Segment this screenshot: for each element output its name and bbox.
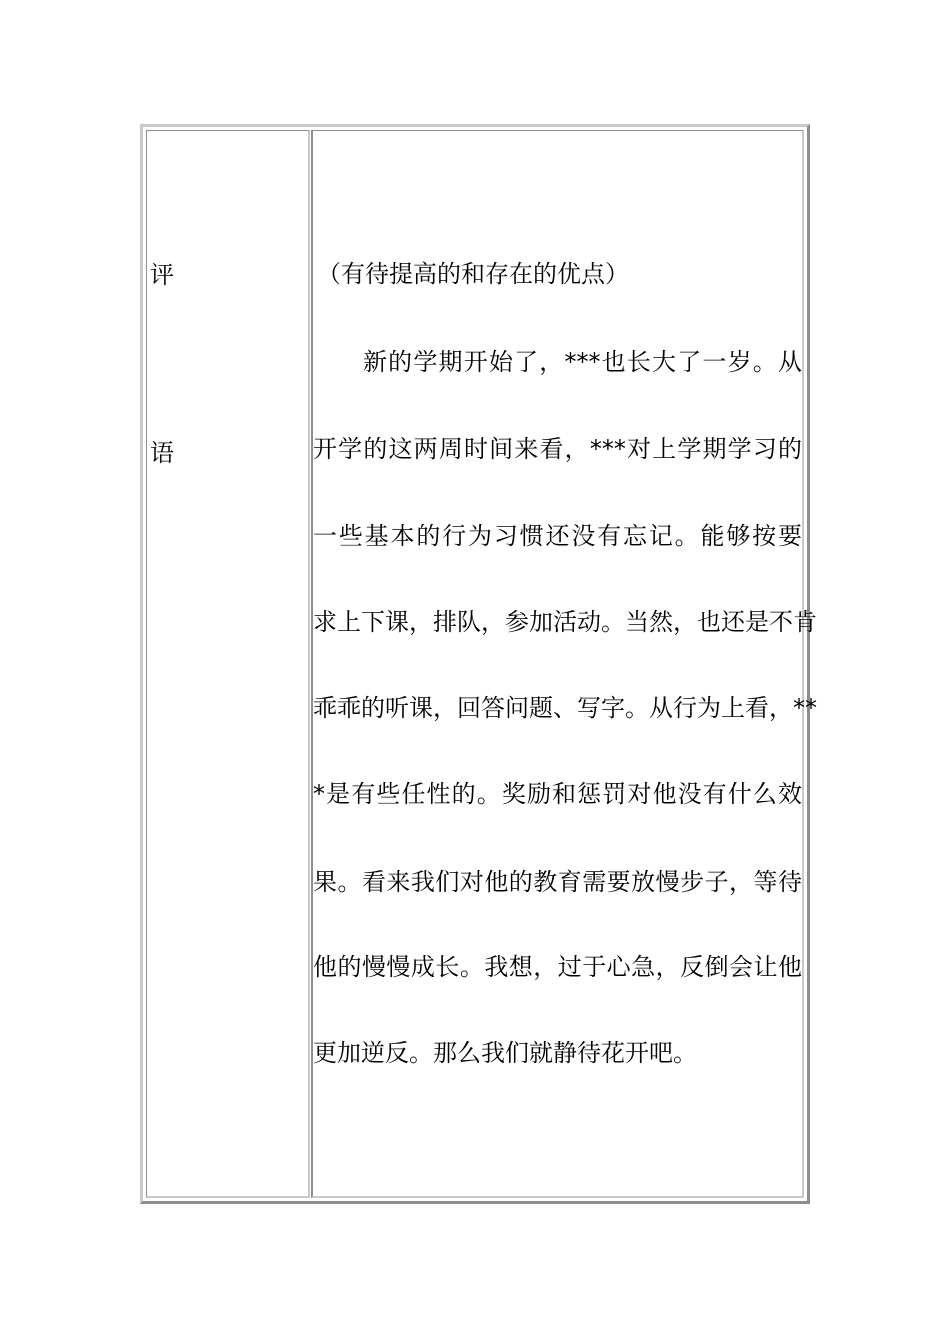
comment-line: 他的慢慢成长。我想，过于心急，反倒会让他 <box>313 953 802 981</box>
evaluation-table <box>140 124 817 1204</box>
comment-line: 果。看来我们对他的教育需要放慢步子，等待 <box>313 868 802 896</box>
label-char-yu: 语 <box>150 439 174 467</box>
comment-cell <box>311 130 817 1198</box>
comment-hint: （有待提高的和存在的优点） <box>317 260 629 288</box>
comment-line: 乖乖的听课，回答问题、写字。从行为上看，** <box>313 694 817 722</box>
comment-line: 一些基本的行为习惯还没有忘记。能够按要 <box>313 522 802 550</box>
comment-line: 新的学期开始了，***也长大了一岁。从 <box>363 348 802 376</box>
label-char-ping: 评 <box>150 261 174 289</box>
comment-line: 求上下课，排队，参加活动。当然，也还是不肯 <box>313 608 817 636</box>
comment-line: *是有些任性的。奖励和惩罚对他没有什么效 <box>313 780 802 808</box>
comment-line: 更加逆反。那么我们就静待花开吧。 <box>313 1039 697 1067</box>
label-cell <box>146 130 310 1198</box>
comment-line: 开学的这两周时间来看，***对上学期学习的 <box>313 435 802 463</box>
